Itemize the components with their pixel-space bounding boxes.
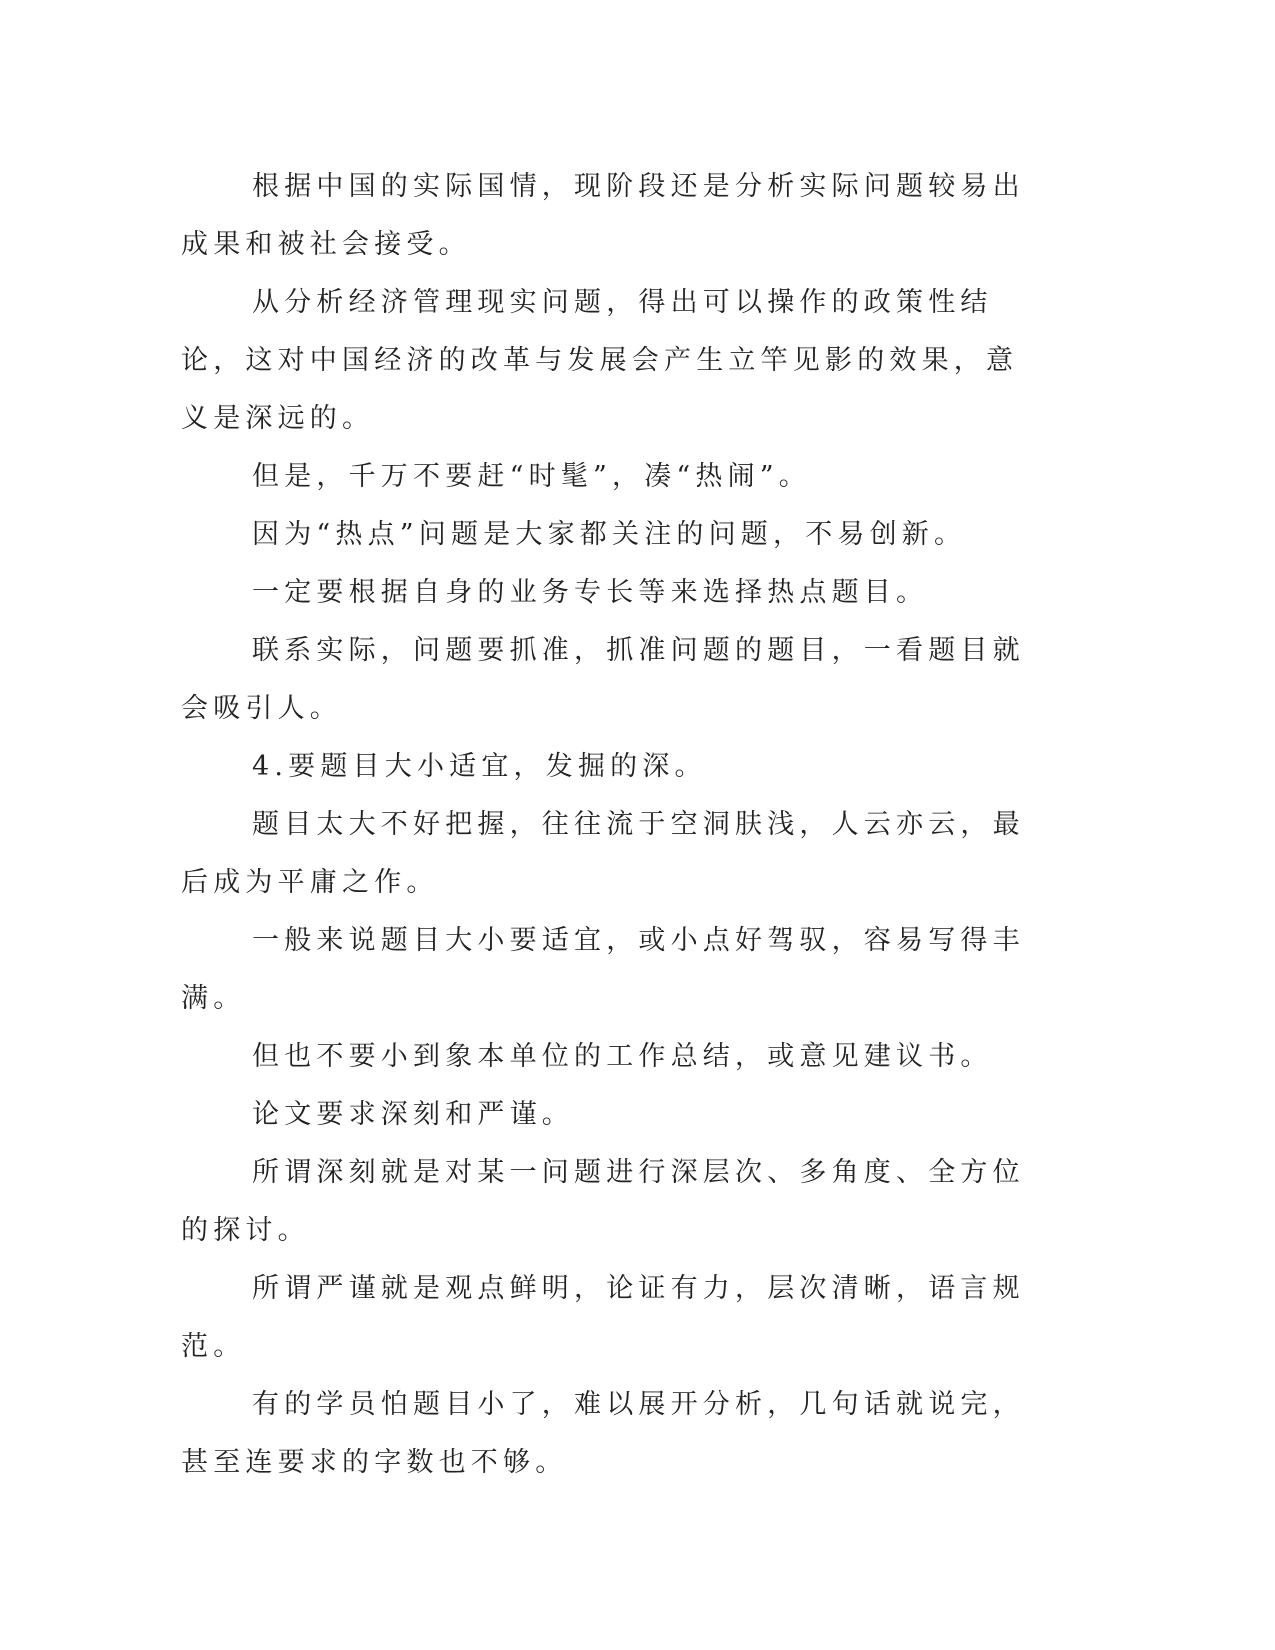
paragraph: 但是，千万不要赶“时髦”，凑“热闹”。 [252,461,812,492]
paragraph: 一般来说题目大小要适宜，或小点好驾驭，容易写得丰满。 [181,925,1025,1014]
section-heading: 4.要题目大小适宜，发掘的深。 [252,751,707,782]
paragraph: 因为“热点”问题是大家都关注的问题，不易创新。 [252,519,967,550]
paragraph: 所谓深刻就是对某一问题进行深层次、多角度、全方位的探讨。 [181,1157,1025,1246]
document-body [181,158,1041,1492]
paragraph: 根据中国的实际国情，现阶段还是分析实际问题较易出成果和被社会接受。 [181,171,1025,260]
paragraph: 所谓严谨就是观点鲜明，论证有力，层次清晰，语言规范。 [181,1273,1025,1362]
paragraph: 题目太大不好把握，往往流于空洞肤浅，人云亦云，最后成为平庸之作。 [181,809,1025,898]
paragraph: 联系实际，问题要抓准，抓准问题的题目，一看题目就会吸引人。 [181,635,1025,724]
paragraph: 有的学员怕题目小了，难以展开分析，几句话就说完，甚至连要求的字数也不够。 [181,1389,1025,1478]
paragraph: 论文要求深刻和严谨。 [252,1099,574,1130]
paragraph: 一定要根据自身的业务专长等来选择热点题目。 [252,577,929,608]
paragraph: 从分析经济管理现实问题，得出可以操作的政策性结论，这对中国经济的改革与发展会产生立竿见影的效果，意义是深远的。 [181,287,1019,434]
paragraph: 但也不要小到象本单位的工作总结，或意见建议书。 [252,1041,993,1072]
